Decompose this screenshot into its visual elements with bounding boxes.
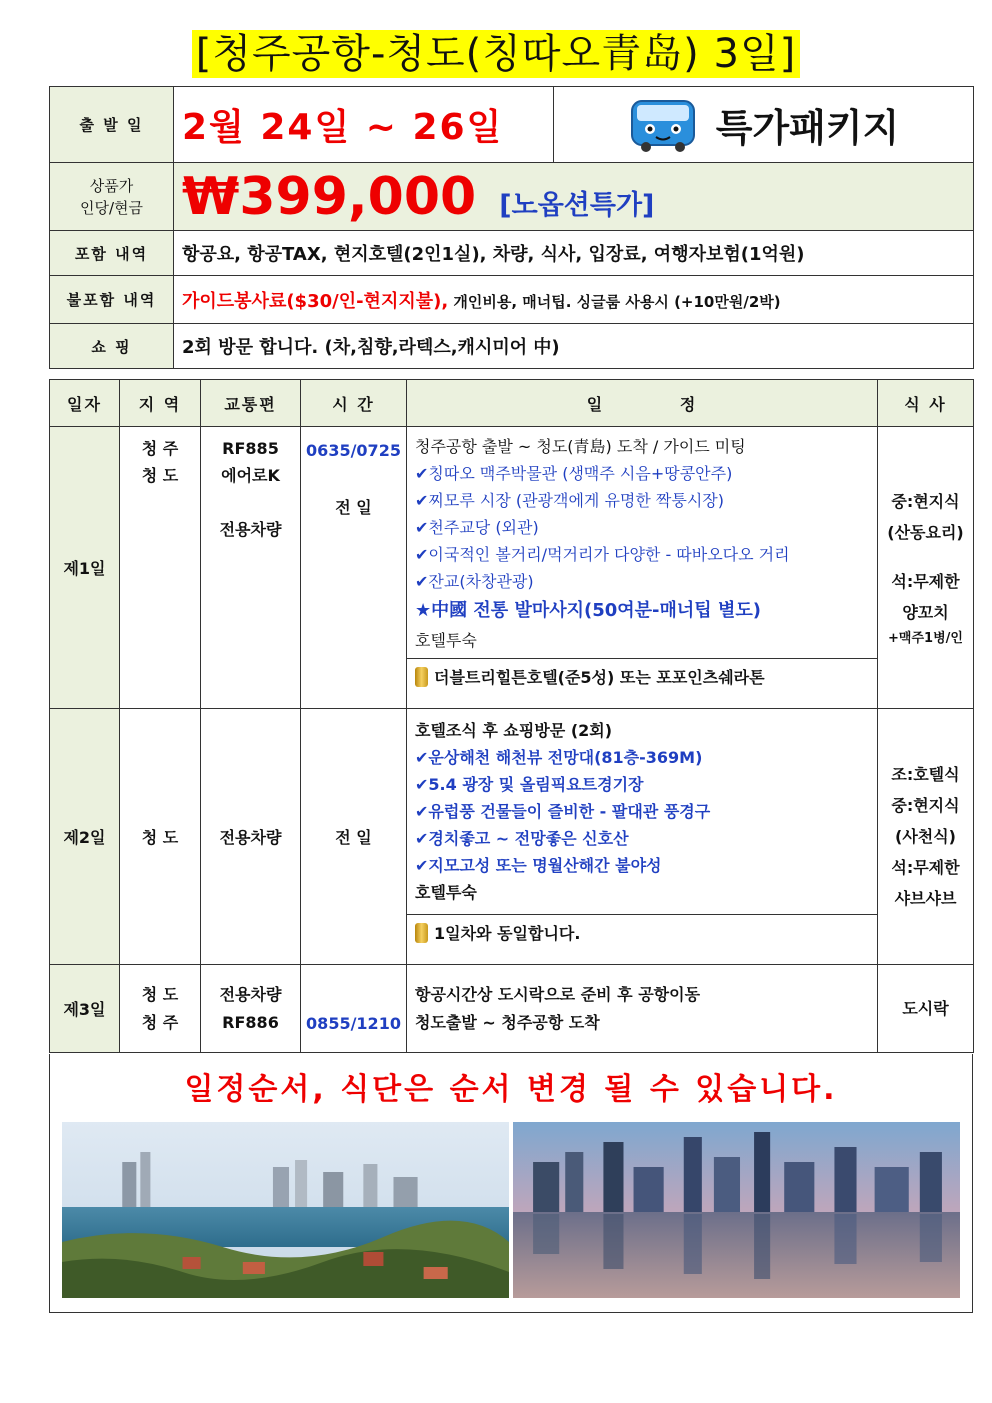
- day3-time-text: 0855/1210: [306, 1014, 401, 1033]
- day1-region-2: 청 도: [141, 466, 179, 485]
- day2-region: 청 도: [120, 709, 201, 965]
- day1-time: [301, 427, 407, 709]
- price-cell: [174, 163, 974, 231]
- itinerary-line: ✔5.4 광장 및 올림픽요트경기장: [415, 775, 644, 794]
- day1-hotel: [407, 658, 877, 694]
- day2-transport: 전용차량: [201, 709, 301, 965]
- itinerary-line: 청주공항 출발 ~ 청도(青島) 도착 / 가이드 미팅: [415, 437, 746, 456]
- meal-item: 중:현지식: [891, 796, 960, 815]
- day1-region: [120, 427, 201, 709]
- day1-time-2: 전 일: [335, 498, 372, 517]
- check-icon: ✔: [415, 775, 429, 794]
- day3-itinerary: [407, 965, 878, 1053]
- day1-hotel-text: 더블트리힐튼호텔(준5성) 또는 포포인츠쉐라톤: [434, 668, 765, 687]
- check-icon: ✔: [415, 545, 429, 564]
- check-icon: ✔: [415, 802, 429, 821]
- meal-item: (사천식): [895, 827, 956, 846]
- day2-time: 전 일: [301, 709, 407, 965]
- header-region: 지 역: [120, 380, 201, 427]
- day2-itinerary: [407, 709, 878, 965]
- meal-item: 중:현지식: [891, 491, 960, 511]
- day1-transport-2: 에어로K: [221, 466, 280, 485]
- meal-item: (산동요리): [887, 522, 964, 542]
- page-title: [청주공항-청도(칭따오青岛) 3일]: [192, 30, 800, 78]
- day2-meals: [878, 709, 974, 965]
- header-time: 시 간: [301, 380, 407, 427]
- include-value: 항공요, 항공TAX, 현지호텔(2인1실), 차량, 식사, 입장료, 여행자보험(1억원): [174, 231, 974, 276]
- day3-transport: [201, 965, 301, 1053]
- price-label-2: 인당/현금: [79, 198, 143, 217]
- price-label-1: 상품가: [89, 176, 134, 195]
- day3-meal: 도시락: [878, 965, 974, 1053]
- price-value: ₩399,000: [182, 166, 477, 227]
- meal-item: 샤브샤브: [894, 889, 957, 908]
- check-icon: ✔: [415, 829, 429, 848]
- header-meal: 식 사: [878, 380, 974, 427]
- day3-row: [50, 965, 974, 1053]
- special-label: 특가패키지: [715, 106, 900, 150]
- itinerary-line: ✔잔교(차창관광): [415, 572, 534, 591]
- schedule-table: [49, 379, 974, 1053]
- meal-item: 양꼬치: [902, 602, 949, 622]
- day1-row: [50, 427, 974, 709]
- itinerary-line: ✔유럽풍 건물들이 즐비한 - 팔대관 풍경구: [415, 802, 711, 821]
- day1-transport: [201, 427, 301, 709]
- price-label: [50, 163, 174, 231]
- day3-region: [120, 965, 201, 1053]
- day3-region-1: 청 도: [141, 984, 179, 1004]
- shop-label: 쇼 핑: [50, 324, 174, 369]
- day3-time: [301, 965, 407, 1053]
- day3-transport-1: 전용차량: [219, 984, 282, 1004]
- day1-transport-1: RF885: [222, 439, 279, 458]
- exclude-cell: [174, 276, 974, 324]
- itinerary-line: ✔운상해천 해천뷰 전망대(81층-369M): [415, 748, 703, 767]
- day1-itinerary: [407, 427, 878, 709]
- meal-item: 조:호텔식: [891, 765, 960, 784]
- check-icon: ✔: [415, 464, 429, 483]
- header-transport: 교통편: [201, 380, 301, 427]
- day1-region-1: 청 주: [141, 439, 179, 458]
- exclude-red: 가이드봉사료($30/인-현지지불),: [182, 290, 449, 312]
- day3-transport-2: RF886: [222, 1012, 279, 1032]
- exclude-rest: 개인비용, 매너팁. 싱글룸 사용시 (+10만원/2박): [448, 292, 781, 311]
- day2-label: 제2일: [50, 709, 120, 965]
- itinerary-line: ✔지모고성 또는 명월산해간 불야성: [415, 856, 662, 875]
- day3-label: 제3일: [50, 965, 120, 1053]
- info-table: [49, 86, 974, 369]
- price-tag: [노옵션특가]: [499, 189, 655, 221]
- day1-time-1: 0635/0725: [306, 441, 401, 460]
- shop-value: 2회 방문 합니다. (차,침향,라텍스,캐시미어 中): [174, 324, 974, 369]
- coin-icon: [415, 667, 428, 687]
- day1-label: 제1일: [50, 427, 120, 709]
- check-icon: ✔: [415, 856, 429, 875]
- day1-transport-3: 전용차량: [219, 520, 282, 539]
- itinerary-line: 호텔투숙: [415, 631, 477, 650]
- header-day: 일자: [50, 380, 120, 427]
- itinerary-line: ✔이국적인 볼거리/먹거리가 다양한 - 따바오다오 거리: [415, 545, 790, 564]
- day3-region-2: 청 주: [141, 1012, 179, 1032]
- itinerary-line: 호텔투숙: [415, 883, 477, 902]
- day1-meals: [878, 427, 974, 709]
- day2-hotel: [407, 914, 877, 950]
- itinerary-line: 항공시간상 도시락으로 준비 후 공항이동: [415, 984, 701, 1004]
- include-label: 포함 내역: [50, 231, 174, 276]
- itinerary-line: ✔칭따오 맥주박물관 (생맥주 시음+땅콩안주): [415, 464, 733, 483]
- notice-text: 일정순서, 식단은 순서 변경 될 수 있습니다.: [184, 1072, 838, 1107]
- itinerary-line: ✔찌모루 시장 (관광객에게 유명한 짝퉁시장): [415, 491, 724, 510]
- depart-date: 2월 24일 ~ 26일: [174, 87, 554, 163]
- itinerary-line: 청도출발 ~ 청주공항 도착: [415, 1012, 600, 1032]
- day2-hotel-text: 1일차와 동일합니다.: [434, 924, 581, 943]
- qingdao-skyline-photo: [513, 1122, 960, 1298]
- depart-label: 출 발 일: [50, 87, 174, 163]
- star-icon: ★: [415, 600, 432, 621]
- itinerary-line: 호텔조식 후 쇼핑방문 (2회): [415, 721, 613, 740]
- meal-item: 석:무제한: [891, 858, 960, 877]
- day2-row: [50, 709, 974, 965]
- coin-icon: [415, 923, 428, 943]
- qingdao-coast-photo: [62, 1122, 509, 1298]
- check-icon: ✔: [415, 491, 429, 510]
- itinerary-line: ✔천주교당 (외관): [415, 518, 539, 537]
- exclude-label: 불포함 내역: [50, 276, 174, 324]
- itinerary-line: ★中國 전통 발마사지(50여분-매너팁 별도): [415, 600, 761, 621]
- check-icon: ✔: [415, 748, 429, 767]
- bus-icon: [628, 97, 698, 153]
- footer-panel: [49, 1054, 973, 1313]
- header-itinerary: 일 정: [407, 380, 878, 427]
- photo-strip: [62, 1122, 960, 1298]
- meal-item: +맥주1병/인: [888, 630, 963, 646]
- title-wrap: [0, 30, 992, 78]
- check-icon: ✔: [415, 572, 429, 591]
- meal-item: 석:무제한: [891, 571, 960, 591]
- check-icon: ✔: [415, 518, 429, 537]
- itinerary-line: ✔경치좋고 ~ 전망좋은 신호산: [415, 829, 629, 848]
- special-cell: [554, 87, 974, 163]
